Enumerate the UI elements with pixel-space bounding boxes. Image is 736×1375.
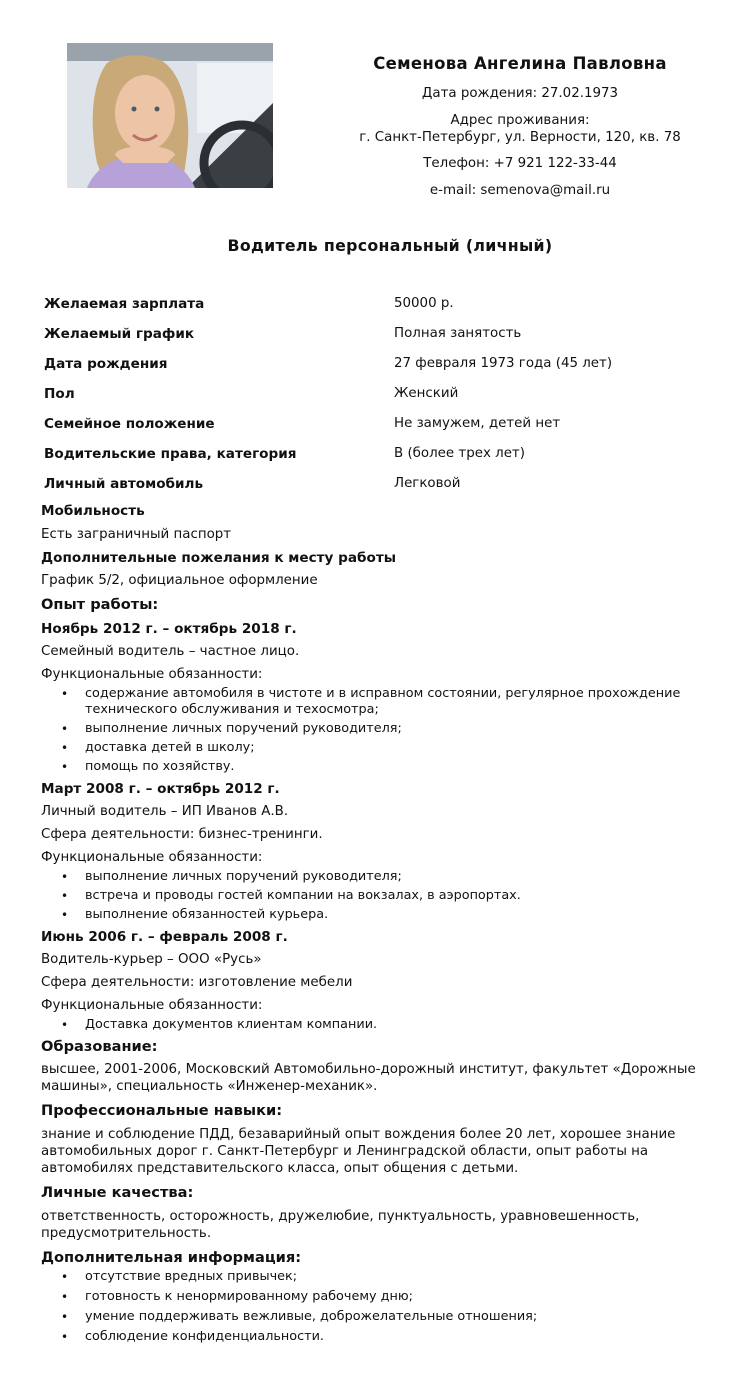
detail-key: Пол [44,386,75,402]
list-item: • встреча и проводы гостей компании на вокзалах, в аэропортах. [85,888,736,904]
detail-row-gender [44,386,694,406]
detail-value: 27 февраля 1973 года (45 лет) [394,356,613,371]
job-position: Водитель-курьер – ООО «Русь» [41,952,262,967]
profile-photo-illustration [67,43,273,188]
birth-date-line: Дата рождения: 27.02.1973 [421,86,619,101]
detail-value: Легковой [394,476,461,491]
detail-key: Дата рождения [44,356,168,372]
position-title: Водитель персональный (личный) [227,236,553,255]
duties-list [41,686,736,775]
detail-row-schedule [44,326,694,346]
job-period: Март 2008 г. – октябрь 2012 г. [41,781,280,797]
duties-label: Функциональные обязанности: [41,850,263,865]
mobility-heading: Мобильность [41,503,145,519]
qualities-text: ответственность, осторожность, дружелюбие, пунктуальность, уравновешенность, предусмотрительность. [41,1209,640,1241]
education-text: высшее, 2001-2006, Московский Автомобильно-дорожный институт, факультет «Дорожные машины», специальность «Инженер-механик». [41,1062,696,1094]
detail-value: Не замужем, детей нет [394,416,561,431]
skills-heading: Профессиональные навыки: [41,1102,283,1119]
list-item: • умение поддерживать вежливые, доброжелательные отношения; [85,1309,736,1325]
detail-row-birth [44,356,694,376]
list-item: • отсутствие вредных привычек; [85,1269,736,1285]
job-period: Июнь 2006 г. – февраль 2008 г. [41,929,288,945]
skills-text: знание и соблюдение ПДД, безаварийный опыт вождения более 20 лет, хорошее знание автомобильных дорог г. Санкт-Петербург и Ленинградской области, опыт работы на автомобилях представительского класса, опыт общения с детьми. [41,1127,676,1176]
mobility-text: Есть заграничный паспорт [41,527,232,542]
list-item: • выполнение обязанностей курьера. [85,907,736,923]
detail-value: Полная занятость [394,326,522,341]
qualities-heading: Личные качества: [41,1184,194,1201]
address-line: г. Санкт-Петербург, ул. Верности, 120, кв. 78 [359,130,681,145]
job-position: Семейный водитель – частное лицо. [41,644,300,659]
detail-key: Семейное положение [44,416,215,432]
duties-label: Функциональные обязанности: [41,667,263,682]
experience-heading: Опыт работы: [41,596,159,613]
address-label: Адрес проживания: [450,113,590,128]
detail-key: Желаемая зарплата [44,296,205,312]
education-heading: Образование: [41,1038,158,1055]
detail-row-salary [44,296,694,316]
additional-heading: Дополнительная информация: [41,1249,302,1266]
job-period: Ноябрь 2012 г. – октябрь 2018 г. [41,621,297,637]
list-item: • выполнение личных поручений руководителя; [85,721,736,737]
list-item: • помощь по хозяйству. [85,759,736,775]
duties-label: Функциональные обязанности: [41,998,263,1013]
job-sphere: Сфера деятельности: изготовление мебели [41,975,353,990]
job-sphere: Сфера деятельности: бизнес-тренинги. [41,827,323,842]
detail-row-marital [44,416,694,436]
list-item: • доставка детей в школу; [85,740,736,756]
list-item: • выполнение личных поручений руководителя; [85,869,736,885]
candidate-name: Семенова Ангелина Павловна [373,54,667,73]
detail-key: Желаемый график [44,326,195,342]
profile-photo [67,43,273,188]
additional-list [41,1269,736,1345]
wishes-text: График 5/2, официальное оформление [41,573,318,588]
detail-key: Водительские права, категория [44,446,297,462]
duties-list [41,1017,736,1033]
list-item: • соблюдение конфиденциальности. [85,1329,736,1345]
detail-row-license [44,446,694,466]
phone-line: Телефон: +7 921 122-33-44 [423,156,617,171]
email-line: e-mail: semenova@mail.ru [429,183,611,198]
resume-body [41,501,736,1345]
detail-value: B (более трех лет) [394,446,525,461]
detail-key: Личный автомобиль [44,476,204,492]
list-item: • содержание автомобиля в чистоте и в исправном состоянии, регулярное прохождение технического обслуживания и техосмотра; [85,686,736,718]
detail-value: 50000 р. [394,296,454,311]
detail-row-car [44,476,694,496]
job-position: Личный водитель – ИП Иванов А.В. [41,804,289,819]
detail-value: Женский [394,386,459,401]
duties-list [41,869,736,923]
wishes-heading: Дополнительные пожелания к месту работы [41,550,397,566]
list-item: • готовность к ненормированному рабочему дню; [85,1289,736,1305]
list-item: • Доставка документов клиентам компании. [85,1017,736,1033]
